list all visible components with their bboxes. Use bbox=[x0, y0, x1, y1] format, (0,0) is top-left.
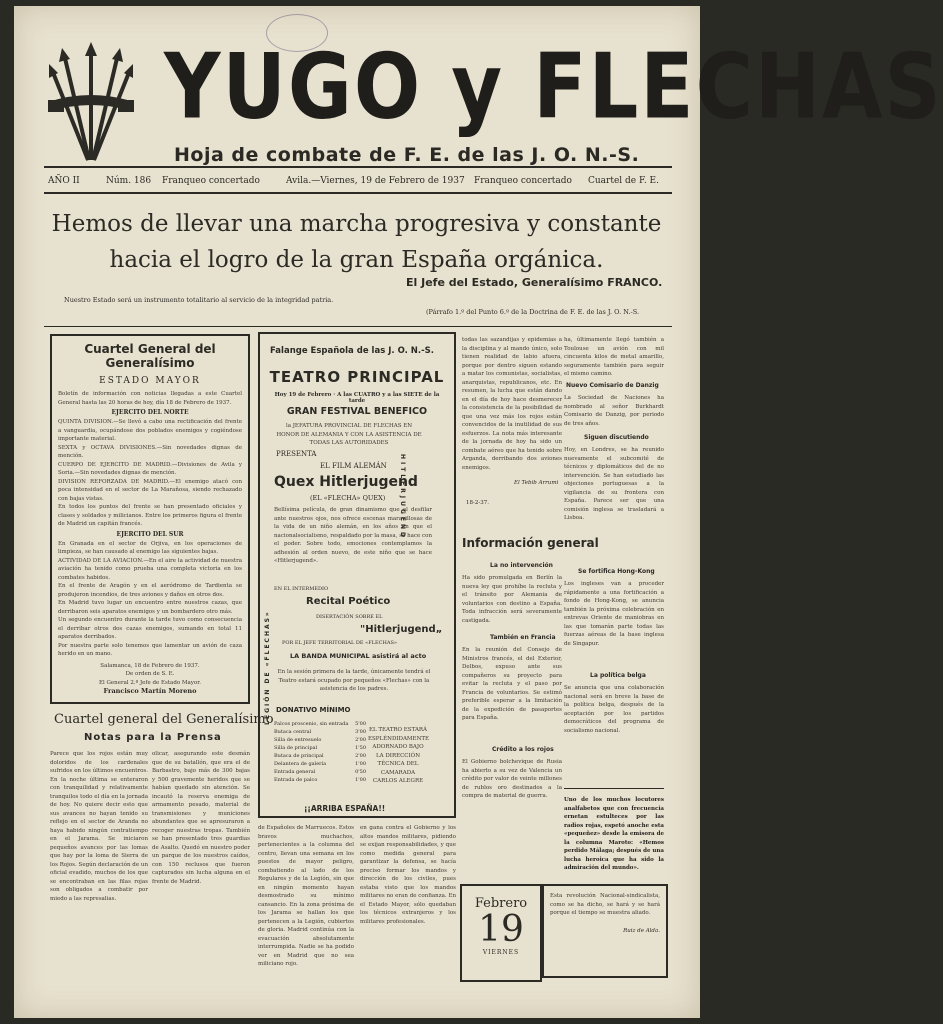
right-nota: Uno de los muchos locutores analfabetos que con frecuencia ernetan estulteces por las radios rojas, espetó anoche esta «pequeñez» desde la emisora de la columna Maroto: «Hemos perdido Málaga; después de una lucha heroica que ha sido la admiración del mundo». bbox=[564, 797, 664, 871]
mid-p3: El Gobierno bolchevique de Rusia ha abierto a su vez de Valencia un crédito por valor de veinte millones de rublos oro destinados a la compra de material de guerra. bbox=[462, 759, 562, 799]
masthead-title: YUGO y FLECHAS bbox=[164, 36, 943, 140]
newspaper-page bbox=[14, 6, 943, 1018]
quote-author: El Jefe del Estado, Generalísimo FRANCO. bbox=[406, 276, 663, 289]
section-rule bbox=[44, 326, 672, 327]
date-weekday: VIERNES bbox=[482, 949, 520, 956]
mid-p1: Ha sido promulgada en Berlín la nueva ley que prohíbe la recluta y el tránsito por Alemania de voluntarios con destino a España. Toda infracción será severamente castigada. bbox=[462, 575, 562, 624]
price-value: 1'00 bbox=[355, 761, 366, 767]
dateline: Avila.—Viernes, 19 de Febrero de 1937 bbox=[286, 176, 465, 186]
info-bar-top-rule bbox=[44, 166, 672, 168]
teatro-vertical-right: HITLERJUGEND bbox=[399, 454, 406, 541]
teatro-vertical-left: LEGIÓN DE «FLECHAS» bbox=[263, 610, 271, 725]
location: Cuartel de F. E. bbox=[588, 176, 659, 186]
mid-p2: En la reunión del Consejo de Ministros francés, el del Exterior, Delbos, expuso ante sus compañeros su proyecto para evitar la recluta y el paso por Francia de voluntarios. Se estimó preferible esperar a la limitación de la expedición de pasaportes para España. bbox=[462, 647, 562, 721]
teatro-when: Hoy 19 de Febrero · A las CUATRO y a las SIETE de la tarde bbox=[274, 392, 440, 404]
price-label: Delantera de galería bbox=[274, 761, 327, 767]
date-day: 19 bbox=[478, 909, 524, 950]
yoke-arrows-emblem bbox=[44, 42, 138, 170]
right-p1: La Sociedad de Naciones ha nombrado al señor Burkhardt Comisario de Danzig, por periodo de tres años. bbox=[564, 395, 664, 427]
box-title: Cuartel General del Generalísimo bbox=[84, 342, 216, 370]
box-p2: SEXTA y OCTAVA DIVISIONES.—Sin novedades dignas de mención. bbox=[58, 444, 242, 459]
price-row bbox=[274, 744, 366, 752]
price-row bbox=[274, 752, 366, 760]
prensa-col1: Parece que los rojos están muy doloridos de los cardenales sufridos en los últimos encuentros. En la noche última se enteraron con tranquilidad y relativamente tranquilos todo el día en la jornada de hoy. No quiere decir esto que sus avances no hayan tenido su reflejo en el sector de Aranda no haya habido ningún contratiempo en el Jarama. Se iniciaron pequeños avances por las lomas que hay por la loma de Sierra de los Rojos. Según declaración de un oficial evadido, muchos de los que se encontraban en las filas rojas son obligados a combatir por miedo a las represalias. bbox=[50, 751, 148, 902]
right-h4: La política belga bbox=[590, 672, 646, 679]
box-sign-name: Francisco Martín Moreno bbox=[103, 687, 197, 695]
teatro-recital-sub: DISERTACIÓN SOBRE EL bbox=[316, 614, 383, 620]
box-p4: DIVISION REFORZADA DE MADRID.—El enemigo atacó con poca intensidad en el sector de La Marañosa, siendo rechazado con bajas vistas. bbox=[58, 478, 242, 502]
price-label: Silla de entresuelo bbox=[274, 737, 322, 743]
info-general-title: Información general bbox=[462, 536, 599, 550]
box-sign-place: Salamanca, 18 de Febrero de 1937. bbox=[100, 662, 200, 669]
price-label: Butaca de principal bbox=[274, 753, 324, 759]
box-sign-order: De orden de S. E. bbox=[125, 671, 175, 677]
price-list-rows bbox=[274, 720, 366, 784]
price-value: 1'00 bbox=[355, 777, 366, 783]
price-value: 2'00 bbox=[355, 737, 366, 743]
box-p1: QUINTA DIVISION.—Se llevó a cabo una rectificación del frente a vanguardia, ocupándose dos poblados enemigos y cogiéndose importante material. bbox=[58, 419, 242, 442]
right-p0: ha, últimamente llegó también a Toulouse un avión con mil cincuenta kilos de metal amarillo, seguramente también para seguir el mismo camino. bbox=[564, 337, 664, 377]
box-h1: EJERCITO DEL NORTE bbox=[111, 409, 189, 416]
teatro-film-label: EL FILM ALEMÁN bbox=[320, 462, 387, 470]
box-p11: Por nuestra parte solo tenemos que lamentar un avión de caza herido en un mano. bbox=[58, 642, 242, 657]
box-p7: ACTIVIDAD DE LA AVIACION.—En el aire la actividad de nuestra aviación ha tenido como prueba una completa victoria en los combates habidos. bbox=[58, 557, 242, 581]
box-sign-role: El General 2.º Jefe de Estado Mayor. bbox=[99, 679, 201, 686]
price-label: Silla de principal bbox=[274, 745, 318, 751]
teatro-arriba: ¡¡ARRIBA ESPAÑA!! bbox=[304, 804, 386, 813]
teatro-donativo: DONATIVO MÍNIMO bbox=[276, 706, 351, 714]
price-label: Entrada de palco bbox=[274, 777, 318, 783]
price-row bbox=[274, 768, 366, 776]
quote-note-right: (Párrafo 1.º del Punto 6.º de la Doctrina de F. E. de las J. O. N.-S. bbox=[426, 308, 640, 316]
cuartel-general-box bbox=[50, 334, 250, 704]
price-value: 3'00 bbox=[355, 729, 366, 735]
price-label: Butaca central bbox=[274, 729, 312, 735]
prensa-title: Cuartel general del Generalísimo bbox=[54, 712, 274, 727]
box-p9: En Madrid tuvo lugar un encuentro entre nuestros cazas, que derribaron seis aparatos enemigos y un bombardero otro más. bbox=[58, 600, 242, 615]
teatro-recital: Recital Poético bbox=[306, 596, 391, 607]
bottom-note-author: Ruiz de Alda. bbox=[623, 927, 660, 934]
price-value: 0'50 bbox=[355, 769, 366, 775]
teatro-rules: En la sesión primera de la tarde, únicamente tendrá el Teatro estará ocupado por pequeños «Flechas» con la asistencia de los padres. bbox=[277, 669, 431, 692]
postage-right: Franqueo concertado bbox=[474, 176, 572, 186]
box-p5: En todos los puntos del frente se han presentado oficiales y clases y soldados y milicianos. Entre los primeros figura el frente de Madrid un capitán francés. bbox=[58, 504, 242, 527]
right-p4: Se anuncia que una colaboración nacional será en breve la base de la política belga, después de la aceptación por los partidos democráticos del programa de socialismo nacional. bbox=[564, 685, 664, 734]
mid-col-text: todas las sazandijas y epidemias a la disciplina y al mando único, solo tienen realidad de labio afuera, porque por dentro siguen estando a matar los comunistas, socialistas, anarquistas, republicanos, etc. En resumen, la lucha que están dando en el día de hoy hace desmerecer la consistencia de la posibilidad de que una vez más los rojos están convencidos de la inutilidad de sus esfuerzos. La nota más interesante de la jornada de hoy ha sido un combate aéreo que ha tenido sobre Arganda, derribando dos aviones enemigos. bbox=[462, 337, 562, 471]
headline-quote: Hemos de llevar una marcha progresiva y constante hacia el logro de la gran España orgánica. bbox=[51, 211, 662, 273]
teatro-presenta: PRESENTA bbox=[276, 450, 317, 458]
mid-h2: También en Francia bbox=[490, 634, 556, 641]
right-divider bbox=[564, 788, 664, 789]
box-h2: EJERCITO DEL SUR bbox=[116, 530, 184, 538]
box-p3: CUERPO DE EJERCITO DE MADRID.—Divisiones de Avila y Soria.—Sin novedades dignas de mención. bbox=[58, 461, 242, 476]
teatro-by: POR EL JEFE TERRITORIAL DE «FLECHAS» bbox=[282, 640, 397, 646]
box-intro: Boletín de información con noticias llegadas a este Cuartel General hasta las 20 horas de hoy, día 18 de Febrero de 1937. bbox=[58, 391, 242, 406]
masthead-subtitle: Hoja de combate de F. E. de las J. O. N.-S. bbox=[174, 144, 640, 166]
box-p8: En el frente de Aragón y en el aeródromo de Tardienta se produjeron incendios, de tres aviones y daños en otros dos. bbox=[58, 583, 242, 598]
price-value: 2'00 bbox=[355, 753, 366, 759]
right-h2: Siguen discutiendo bbox=[584, 434, 649, 441]
mid-h3: Crédito a los rojos bbox=[492, 746, 554, 753]
bottom-note-box bbox=[542, 884, 668, 978]
box-p6: En Granada en el sector de Orjiva, en los operaciones de limpieza, se han causado al enemigo las siguientes bajas. bbox=[58, 540, 242, 555]
box-subtitle: ESTADO MAYOR bbox=[99, 376, 201, 386]
right-h1: Nuevo Comisario de Danzig bbox=[566, 382, 659, 389]
info-bar-bottom-rule bbox=[44, 192, 672, 194]
price-value: 1'50 bbox=[355, 745, 366, 751]
right-p2: Hoy, en Londres, se ha reunido nuevamente el subcomité de técnicos y diplomáticos del de no intervención. Se han estudiado las objeciones portuguesas a la vigilancia de su frontera con España. Parece ser que una comisión inglesa se trasladará a Lisboa. bbox=[564, 447, 664, 521]
price-row bbox=[274, 728, 366, 736]
price-label: Palcos proscenio, sin entrada bbox=[274, 721, 349, 727]
teatro-banda: LA BANDA MUNICIPAL asistirá al acto bbox=[290, 652, 427, 660]
teatro-ad bbox=[258, 332, 456, 818]
price-row bbox=[274, 760, 366, 768]
teatro-film: Quex Hitlerjugend bbox=[274, 474, 418, 490]
bottom-note-text: Esta revolución Nacional-sindicalista, como se ha dicho, se hará y se hará porque el tiempo se muestra aliado. bbox=[550, 893, 660, 916]
teatro-event: GRAN FESTIVAL BENEFICO bbox=[286, 406, 428, 417]
mid-col-date: 18-2-37. bbox=[466, 500, 489, 506]
year: AÑO II bbox=[48, 176, 80, 186]
date-box bbox=[460, 884, 542, 982]
prensa-col4: en gana contra el Gobierno y los altos mandos militares, pidiendo se exijan responsabilidades, y que como medida general para garantizar la defensa, se hacía preciso formar los mandos y dirección de los civiles, pues estaba visto que los mandos militares no eran de confianza. En el Estado Mayor, sólo quedaban los técnicos extranjeros y los militares profesionales. bbox=[360, 825, 456, 925]
price-label: Entrada general bbox=[274, 769, 316, 775]
teatro-desc: Bellísima película, de gran dinamismo que al desfilar ante nuestros ojos, nos ofrece escenas maravillosas de la vida de un niño alemán, en los años en que el nacionalsocialismo, respaldado por la masa, se hace con el poder. Sobre todo, emociones contemplamos la adhesión al orden nuevo, de este niño que se hace «Hitlerjugend». bbox=[274, 507, 432, 564]
mid-col-sign: El Tebib Arrumi bbox=[514, 480, 559, 486]
quote-note-left: Nuestro Estado será un instrumento totalitario al servicio de la integridad patria. bbox=[64, 296, 334, 304]
teatro-organizer: la JEFATURA PROVINCIAL DE FLECHAS EN HONOR DE ALEMANIA Y CON LA ASISTENCIA DE TODAS LAS AUTORIDADES bbox=[276, 423, 422, 446]
prensa-col3: de Españoles de Marruecos. Estos bravos muchachos, pertenecientes a la columna del centro, llevan una semana en los puestos de mayor peligro, combatiendo al lado de los Regulares y de la Legión, sin que en ningún momento hayan desmostrado su mínimo cansancio. En la zona próxima de los Jarama se hallan los que pertenecen a la Legión, cubiertos de gloria. Madrid continúa con la evacuación absolutamente interrumpida. Nadie se ha podido ver en Madrid que no sea miliciano rojo. bbox=[258, 825, 354, 967]
teatro-title: TEATRO PRINCIPAL bbox=[269, 368, 445, 386]
prensa-col2: olicar, asegurando este desmán que de su batallón, que era el de Barbastro, bajo más de 300 bajas y 500 gravemente heridos que se habían quedado sin atención. Se incautó la reserva enemiga de armamento pesado, material de transmisiones y municiones abundantes que se apresuraron a recoger nuestras tropas. También se han presentado tres guardias de Asalto. Quedó en nuestro poder un parque de los nuestros caídos, con 150 reclusos que fueron capturados sin lucha alguna en el frente de Madrid. bbox=[152, 751, 250, 885]
mid-h1: La no intervención bbox=[490, 562, 553, 569]
teatro-hitler: "Hitlerjugend„ bbox=[360, 624, 443, 635]
right-p3: Los ingleses van a proceder rápidamente a una fortificación a fondo de Hong-Kong, se anuncia también la próxima celebración en entrevas Oriente de maniobras en las que tomarán parte todas las fuerzas aéreas de la base inglesa de Singapur. bbox=[564, 581, 664, 647]
price-row bbox=[274, 736, 366, 744]
prensa-subtitle: Notas para la Prensa bbox=[84, 732, 222, 743]
box-p10: Un segundo encuentro durante la tarde tuvo como consecuencia el derribar otros dos cazas enemigos, sumando en total 11 aparatos derribados. bbox=[58, 617, 242, 640]
price-row bbox=[274, 720, 366, 728]
teatro-price-list bbox=[274, 720, 366, 784]
price-row bbox=[274, 776, 366, 784]
teatro-decor: EL TEATRO ESTARÁ ESPLÉNDIDAMENTE ADORNADO BAJO LA DIRECCIÓN TÉCNICA DEL CAMARADA CARLOS ALEGRE bbox=[368, 727, 430, 784]
date-month: Febrero bbox=[474, 896, 528, 911]
teatro-interm: EN EL INTERMEDIO bbox=[274, 586, 329, 592]
teatro-film-sub: (EL «FLECHA» QUEX) bbox=[310, 494, 386, 502]
postage-left: Franqueo concertado bbox=[162, 176, 260, 186]
price-value: 5'00 bbox=[355, 721, 366, 727]
teatro-org: Falange Española de las J. O. N.-S. bbox=[270, 346, 435, 356]
right-h3: Se fortifica Hong-Kong bbox=[578, 568, 655, 575]
issue-number: Núm. 186 bbox=[106, 176, 152, 186]
